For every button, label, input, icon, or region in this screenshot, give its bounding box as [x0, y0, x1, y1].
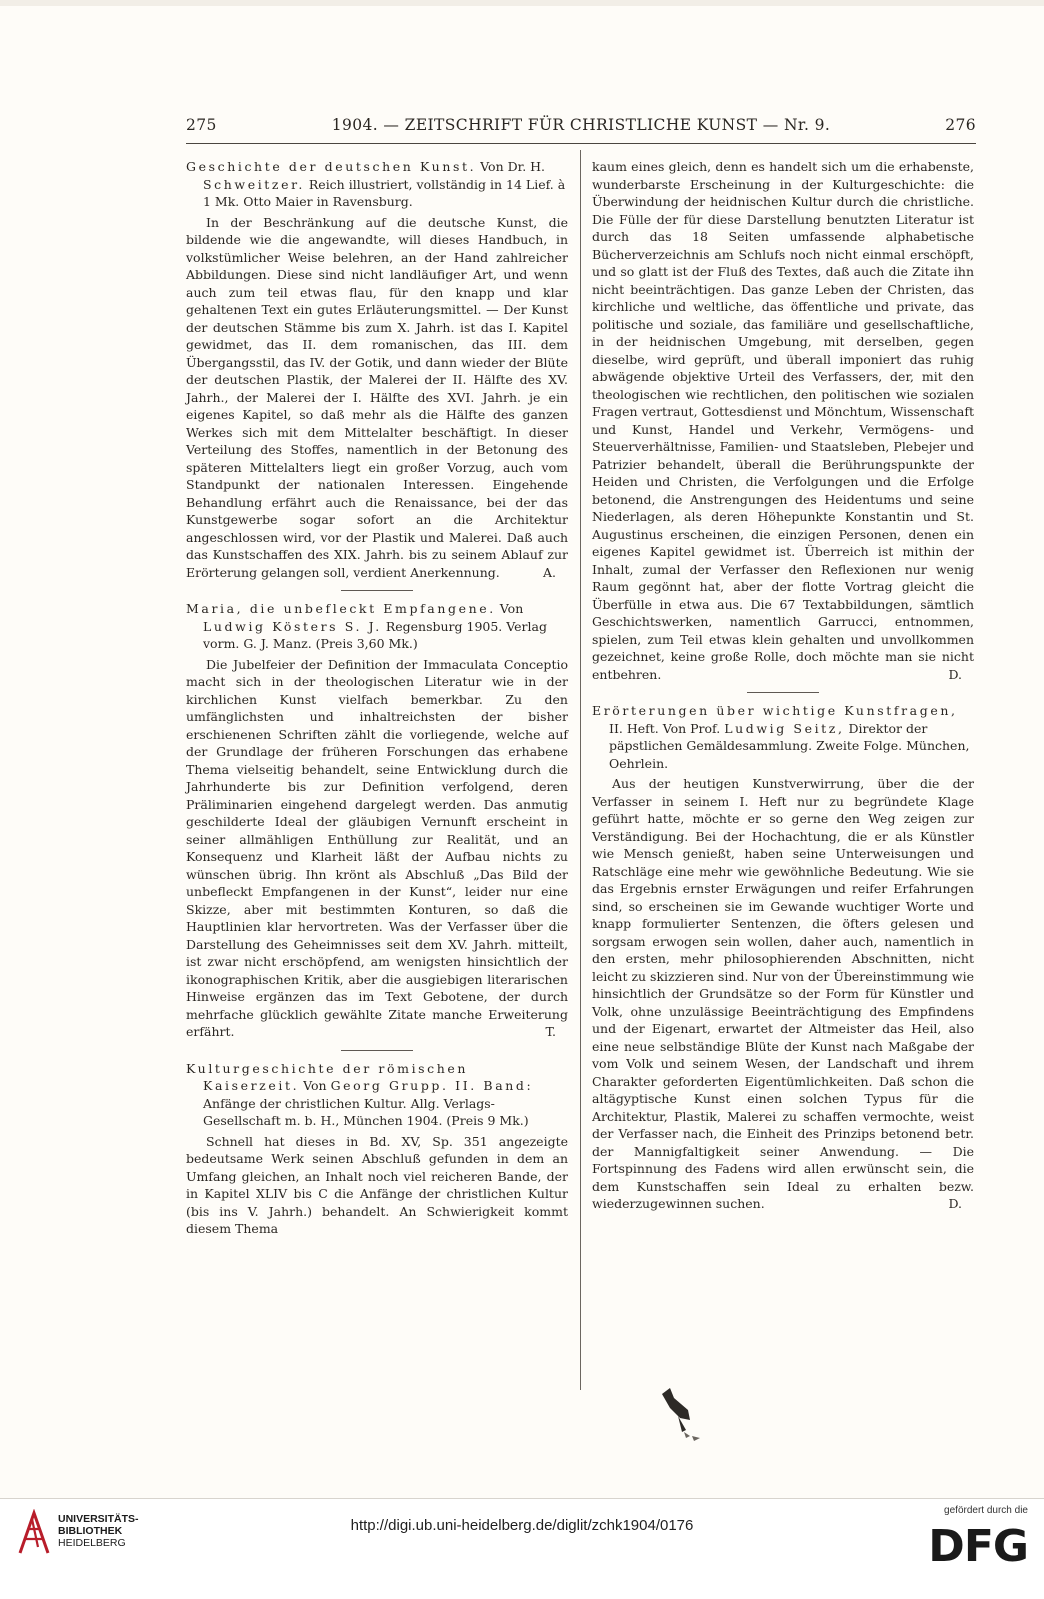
- right-column: [592, 158, 974, 1213]
- book-title: Erörterungen über wichtige Kunstfragen,: [592, 703, 958, 718]
- page-top-edge: [0, 0, 1044, 6]
- reviewer-initial: T.: [545, 1024, 556, 1039]
- running-header: [186, 112, 976, 138]
- section-separator: [341, 1050, 413, 1051]
- book-title: Kulturgeschichte der römischen Kaiserzeit.: [186, 1060, 469, 1093]
- review-text: In der Beschränkung auf die deutsche Kunst, die bildende wie die angewandte, will dieses Handbuch, in volkstümlicher Weise belehren, an der Hand zahlreicher Abbildungen. Diese sind nicht landläufiger Art, und wenn auch zum teil etwas flau, für den knapp und klar gehaltenen Text ein gutes Erläuterungsmittel. — Der Kunst der deutschen Stämme bis zum X. Jahrh. ist das I. Kapitel gewidmet, das II. dem romanischen, das III. dem Übergangsstil, das IV. der Gotik, und dann wieder der Blüte der deutschen Plastik, der Malerei der II. Hälfte des XV. Jahrh., der Malerei der I. Hälfte des XVI. Jahrh. je ein eigenes Kapitel, so daß mehr als die Hälfte des ganzen Werkes sich mit dem Mittelalter beschäftigt. In dieser Verteilung des Stoffes, namentlich in der Betonung des späteren Mittelalters liegt ein großer Vorzug, auch vom Standpunkt der nationalen Interessen. Eingehende Behandlung erfährt auch die Renaissance, bei der das Kunstgewerbe sogar sofort an die Architektur angeschlossen wird, vor der Plastik und Malerei. Daß auch das Kunstschaffen des XIX. Jahrh. bis zu seinem Ablauf zur Erörterung gelangen soll, verdient Anerkennung. A.: [186, 214, 568, 580]
- author-name: Schweitzer.: [203, 176, 305, 192]
- review-text: Die Jubelfeier der Definition der Immaculata Conceptio macht sich in der theologischen Literatur wie in der kirchlichen Kunst vielfach bemerkbar. Zu den umfänglichsten und inhaltreichsten der bisher erschienenen Schriften zählt die vorliegende, welche auf der Grundlage der früheren Forschungen das erhabene Thema vielseitig behandelt, seine Entwicklung durch die Jahrhunderte bis zur Definition verfolgend, deren Präliminarien eingehend dargelegt werden. Das anmutig geschilderte Ideal der gläubigen Vernunft erscheint in seiner allmähligen Enthüllung zur Realität, und an Konsequenz und Klarheit läßt der Aufbau nichts zu wünschen übrig. Ihn krönt als Abschluß „Das Bild der unbefleckt Empfangenen in der Kunst“, leider nur eine Skizze, aber mit bestimmten Konturen, so daß die Hauptlinien klar hervortreten. Was der Verfasser über die Darstellung des Geheimnisses seit dem XV. Jahrh. mitteilt, ist zwar nicht erschöpfend, am wenigsten hinsichtlich der ikonographischen Kritik, aber die ausgiebigen literarischen Hinweise ergänzen das im Text Gebotene, der durch mehrfache glücklich gewählte Zitate manche Erweiterung erfährt. T.: [186, 656, 568, 1039]
- review-text: Schnell hat dieses in Bd. XV, Sp. 351 angezeigte bedeutsame Werk seinen Abschluß gefunden in dem an Umfang gleichen, an Inhalt noch viel reicheren Bande, der in Kapitel XLIV bis C die Anfänge der christlichen Kultur (bis ins V. Jahrh.) behandelt. An Schwierigkeit kommt diesem Thema: [186, 1133, 568, 1236]
- header-rule: [186, 143, 976, 144]
- author-name: Georg Grupp. II. Band:: [330, 1078, 534, 1093]
- page-number-right: 276: [945, 116, 976, 134]
- review-heading: Maria, die unbefleckt Empfangene. Von Ludwig Kösters S. J. Regensburg 1905. Verlag vorm. G. J. Manz. (Preis 3,60 Mk.): [186, 601, 547, 651]
- digitization-footer: [0, 1498, 1044, 1599]
- review-heading: Kulturgeschichte der römischen Kaiserzeit. Von Georg Grupp. II. Band: Anfänge der christlichen Kultur. Allg. Verlags-Gesellschaft m. b. H., München 1904. (Preis 9 Mk.): [186, 1060, 534, 1128]
- author-name: Ludwig Kösters S. J.: [203, 618, 382, 634]
- book-title: Maria, die unbefleckt Empfangene.: [186, 601, 496, 616]
- reviewer-initial: D.: [948, 666, 962, 682]
- library-name: UNIVERSITÄTS- BIBLIOTHEK HEIDELBERG: [58, 1513, 139, 1549]
- book-title: Geschichte der deutschen Kunst.: [186, 159, 477, 174]
- reviewer-initial: D.: [948, 1196, 962, 1211]
- journal-title: 1904. — ZEITSCHRIFT FÜR CHRISTLICHE KUNST — Nr. 9.: [331, 116, 831, 134]
- review-heading: Geschichte der deutschen Kunst. Von Dr. H. Schweitzer. Reich illustriert, vollständig in 14 Lief. à 1 Mk. Otto Maier in Ravensburg.: [186, 159, 566, 209]
- review-text-continued: kaum eines gleich, denn es handelt sich um die erhabenste, wunderbarste Erscheinung in der Kulturgeschichte: die Überwindung der heidnischen Kultur durch die christliche. Die Fülle der für diese Darstellung benutzten Literatur ist durch das 18 Seiten umfassende alphabetische Bücherverzeichnis am Schlufs noch nicht einmal erschöpft, und so glatt ist der Fluß des Textes, daß auch die Zitate ihn nicht beeinträchtigen. Das ganze Leben der Christen, das kirchliche und weltliche, das öffentliche und private, das politische und soziale, das familiäre und gesellschaftliche, in der heidnischen Umgebung, mit derselben, gegen dieselbe, wird geprüft, und überall imponiert das ruhig abwägende objektive Urteil des Verfassers, der, mit den theologischen wie rechtlichen, den politischen wie sozialen Fragen vertraut, Gottesdienst und Mönchtum, Wissenschaft und Kunst, Handel und Verkehr, Vermögens- und Steuerverhältnisse, Familien- und Staatsleben, Plebejer und Patrizier behandelt, überall die Berührungspunkte der Heiden und Christen, die Verfolgungen und die Erfolge betonend, die Anstrengungen des Heidentums und seine Niederlagen, als deren Höhepunkte Konstantin und St. Augustinus erscheinen, die einzigen Personen, denen ein eigenes Kapitel gewidmet ist. Überreich ist mithin der Inhalt, zumal der Verfasser den Reflexionen nur wenig Raum gegönnt hat, aber der flotte Vortrag gleicht die Überfülle in etwa aus. Die 67 Textabbildungen, sämtlich Geschichtswerken, namentlich Garrucci, entnommen, spielen, zum Teil etwas klein gehalten und unvollkommen gezeichnet, keine große Rolle, doch möchte man sie nicht entbehren. D.: [592, 159, 974, 682]
- dfg-logo: DFG: [928, 1521, 1028, 1572]
- section-separator: [341, 590, 413, 591]
- page-number-left: 275: [186, 116, 217, 134]
- permalink-url[interactable]: http://digi.ub.uni-heidelberg.de/diglit/zchk1904/0176: [350, 1517, 694, 1534]
- column-divider: [580, 150, 581, 1390]
- section-separator: [747, 692, 819, 693]
- left-column: [186, 158, 568, 1238]
- review-heading: Erörterungen über wichtige Kunstfragen, II. Heft. Von Prof. Ludwig Seitz, Direktor der päpstlichen Gemäldesammlung. Zweite Folge. München, Oehrlein.: [592, 703, 970, 771]
- bird-ornament-icon: [640, 1386, 720, 1496]
- funding-caption: gefördert durch die: [944, 1505, 1028, 1516]
- reviewer-initial: A.: [542, 564, 556, 580]
- author-name: Ludwig Seitz,: [724, 720, 845, 736]
- review-text: Aus der heutigen Kunstverwirrung, über die der Verfasser in seinem I. Heft nur zu begründete Klage geführt hatte, möchte er so gerne den Weg zeigen zur Verständigung. Bei der Hochachtung, die er als Künstler wie Mensch genießt, haben seine Unterweisungen und Ratschläge eine mehr wie gewöhnliche Bedeutung. Wie sie das Ergebnis ernster Erwägungen und reifer Erfahrungen sind, so erscheinen sie im Gewande wuchtiger Worte und knapp formulierter Sentenzen, die öfters gelesen und sorgsam erwogen sein wollen, daher auch, namentlich in den ersten, mehr philosophierenden Abschnitten, nicht leicht zu skizzieren sind. Nur von der Übereinstimmung wie hinsichtlich der Grundsätze so der Form für Künstler und Volk, ohne unzulässige Beeinträchtigung des Empfindens und der Eigenart, erwartet der Altmeister das Heil, also eine neue selbständige Blüte der Kunst nach Maßgabe der vom Volk und seinem Wesen, der Landschaft und ihrem Charakter geforderten Eigentümlichkeiten. Daß schon die altägyptische Kunst einen solchen Typus für die Architektur, Plastik, Malerei zu schaffen vermochte, weist der Verfasser nach, die Einheit des Prinzips betonend betr. der Mannigfaltigkeit seiner Anwendung. — Die Fortspinnung des Fadens wird allen erwünscht sein, die dem Kunstschaffen sein Ideal zu erhalten bezw. wiederzugewinnen suchen. D.: [592, 776, 974, 1211]
